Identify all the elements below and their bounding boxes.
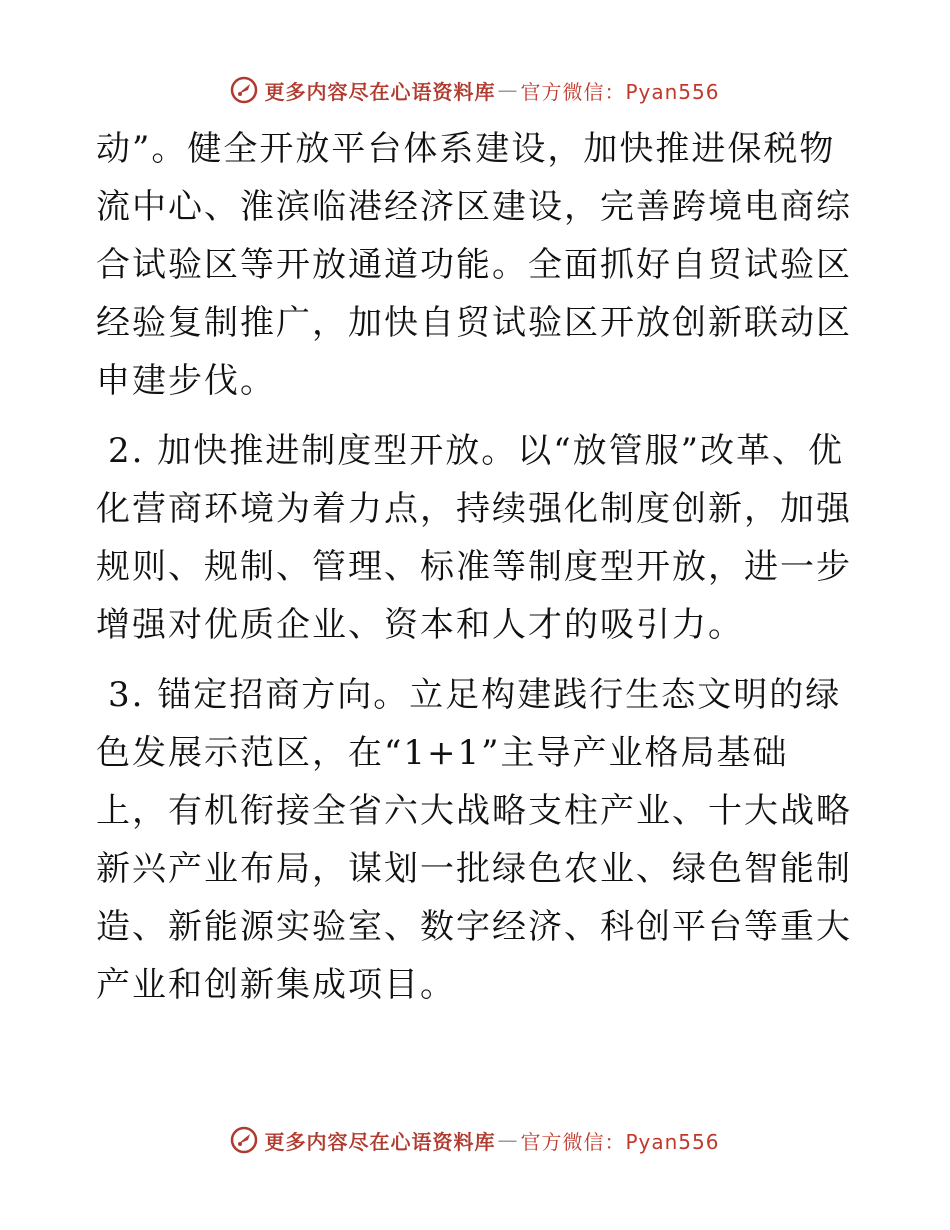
- brand-logo-icon: [230, 1126, 258, 1154]
- brand-logo-icon: [230, 76, 258, 104]
- paragraph-continuation: 动”。健全开放平台体系建设，加快推进保税物流中心、淮滨临港经济区建设，完善跨境电商综合试验区等开放通道功能。全面抓好自贸试验区经验复制推广，加快自贸试验区开放创新联动区申建步伐。: [96, 129, 852, 401]
- paragraph-item-3: 3. 锚定招商方向。立足构建践行生态文明的绿色发展示范区，在“1+1”主导产业格局基础上，有机衔接全省六大战略支柱产业、十大战略新兴产业布局，谋划一批绿色农业、绿色智能制造、新能源实验室、数字经济、科创平台等重大产业和创新集成项目。: [96, 675, 852, 1005]
- header-slogan: 更多内容尽在心语资料库: [264, 79, 496, 104]
- footer-banner: [0, 1120, 950, 1160]
- footer-wechat: 官方微信：Pyan556: [520, 1129, 720, 1154]
- header-banner: [0, 70, 950, 110]
- document-body: [96, 120, 856, 1026]
- footer-separator: —: [497, 1128, 519, 1152]
- paragraph-item-2: 2. 加快推进制度型开放。以“放管服”改革、优化营商环境为着力点，持续强化制度创新，加强规则、规制、管理、标准等制度型开放，进一步增强对优质企业、资本和人才的吸引力。: [96, 431, 852, 645]
- header-wechat: 官方微信：Pyan556: [520, 79, 720, 104]
- header-separator: —: [497, 78, 519, 102]
- footer-slogan: 更多内容尽在心语资料库: [264, 1129, 496, 1154]
